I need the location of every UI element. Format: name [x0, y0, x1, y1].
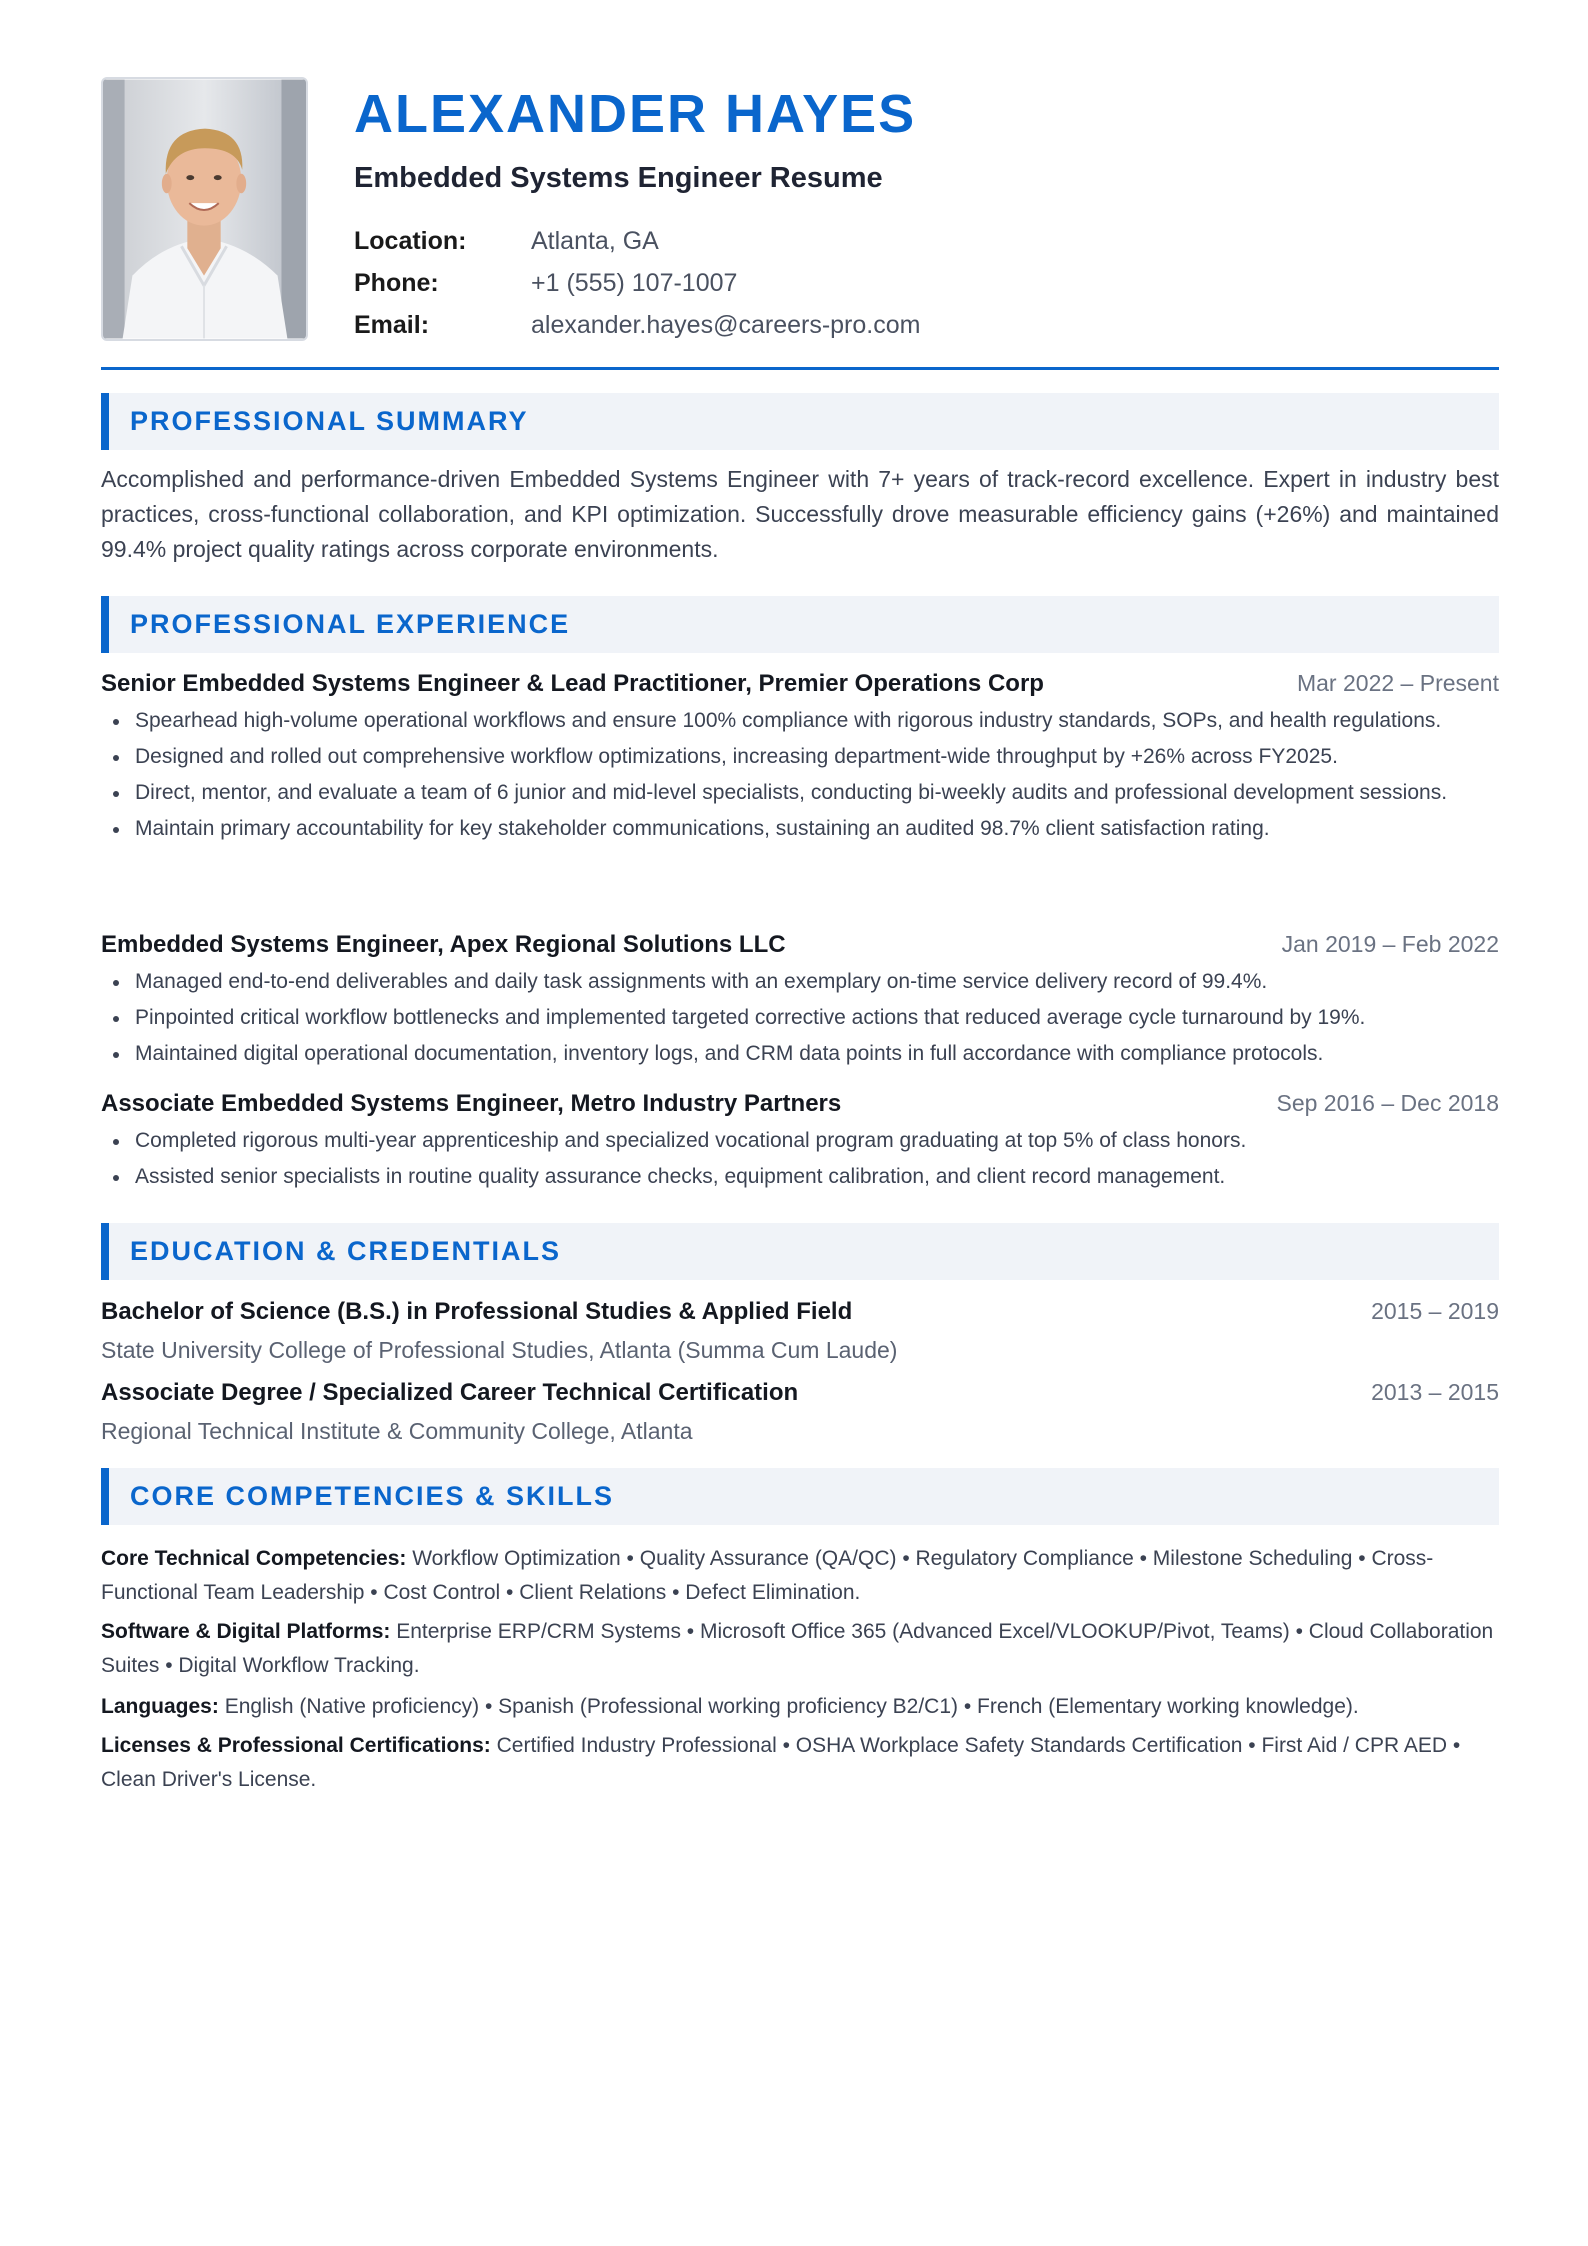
degree-name: Associate Degree / Specialized Career Technical Certification: [101, 1379, 799, 1406]
email-link[interactable]: alexander.hayes@careers-pro.com: [531, 310, 921, 339]
skill-group-label: Languages:: [101, 1695, 219, 1718]
summary-text: Accomplished and performance-driven Embedded Systems Engineer with 7+ years of track-record excellence. Expert in industry best practices, cross-functional collaboration, and KPI optimization. Successfully drove measurable efficiency gains (+26%) and maintained 99.4% project quality ratings across corporate environments.: [101, 466, 1499, 562]
list-item: Pinpointed critical workflow bottlenecks and implemented targeted corrective actions that reduced average cycle turnaround by 19%.: [101, 1002, 1499, 1034]
skill-group-core: [101, 1542, 1499, 1610]
skill-group-languages: [101, 1690, 1499, 1724]
education-header: [101, 1298, 1499, 1333]
header-divider: [101, 367, 1499, 370]
portrait-image: [103, 79, 306, 339]
list-item: Completed rigorous multi-year apprenticeship and specialized vocational program graduating at top 5% of class honors.: [101, 1125, 1499, 1157]
list-item: Assisted senior specialists in routine quality assurance checks, equipment calibration, and client record management.: [101, 1161, 1499, 1193]
contact-row-email: [354, 304, 920, 346]
location-value: Atlanta, GA: [531, 226, 659, 255]
skill-group-text: Certified Industry Professional • OSHA Workplace Safety Standards Certification • First Aid / CPR AED • Clean Driver's License.: [101, 1734, 1461, 1791]
skill-group-text: English (Native proficiency) • Spanish (Professional working proficiency B2/C1) • French (Elementary working knowledge).: [218, 1695, 1359, 1718]
skill-group-text: Workflow Optimization • Quality Assurance (QA/QC) • Regulatory Compliance • Milestone Scheduling • Cross-Functional Team Leadership • Cost Control • Client Relations • Defect Elimination.: [101, 1547, 1434, 1604]
experience-heading-text: PROFESSIONAL EXPERIENCE: [130, 609, 571, 639]
degree-name: Bachelor of Science (B.S.) in Professional Studies & Applied Field: [101, 1298, 853, 1325]
job-entry-2: [101, 931, 1499, 1074]
skills-heading-text: CORE COMPETENCIES & SKILLS: [130, 1481, 615, 1511]
job-header: [101, 931, 1499, 966]
contact-row-location: [354, 220, 920, 262]
education-header: [101, 1379, 1499, 1414]
education-entry-1: [101, 1298, 1499, 1367]
education-heading-text: EDUCATION & CREDENTIALS: [130, 1236, 562, 1266]
skill-group-licenses: [101, 1729, 1499, 1797]
job-dates: Sep 2016 – Dec 2018: [1276, 1090, 1499, 1116]
skill-group-text: Enterprise ERP/CRM Systems • Microsoft Office 365 (Advanced Excel/VLOOKUP/Pivot, Teams) • Cloud Collaboration Suites • Digital Workflow Tracking.: [101, 1620, 1494, 1677]
job-title: Senior Embedded Systems Engineer & Lead Practitioner, Premier Operations Corp: [101, 670, 1044, 697]
job-title: Associate Embedded Systems Engineer, Metro Industry Partners: [101, 1090, 842, 1117]
location-label: Location:: [354, 226, 467, 255]
skill-group-label: Software & Digital Platforms:: [101, 1620, 391, 1643]
phone-label: Phone:: [354, 268, 439, 297]
job-header: [101, 1090, 1499, 1125]
list-item: Managed end-to-end deliverables and daily task assignments with an exemplary on-time service delivery record of 99.4%.: [101, 966, 1499, 998]
school-name: State University College of Professional Studies, Atlanta (Summa Cum Laude): [101, 1337, 898, 1363]
skill-group-label: Licenses & Professional Certifications:: [101, 1734, 491, 1757]
job-entry-3: [101, 1090, 1499, 1197]
job-header: [101, 670, 1499, 705]
job-entry-1: [101, 670, 1499, 849]
section-heading-summary: [101, 393, 1499, 450]
list-item: Maintained digital operational documentation, inventory logs, and CRM data points in full accordance with compliance protocols.: [101, 1038, 1499, 1070]
education-entry-2: [101, 1379, 1499, 1448]
job-dates: Mar 2022 – Present: [1296, 670, 1499, 696]
resume-content: [101, 77, 1499, 1791]
job-title: Embedded Systems Engineer, Apex Regional Solutions LLC: [101, 931, 786, 958]
email-label: Email:: [354, 310, 430, 339]
job-bullets: [101, 705, 1499, 845]
section-heading-education: [101, 1223, 1499, 1280]
job-dates: Jan 2019 – Feb 2022: [1281, 931, 1499, 957]
list-item: Direct, mentor, and evaluate a team of 6 junior and mid-level specialists, conducting bi-weekly audits and professional development sessions.: [101, 777, 1499, 809]
skill-group-label: Core Technical Competencies:: [101, 1547, 407, 1570]
summary-heading-text: PROFESSIONAL SUMMARY: [130, 406, 529, 436]
list-item: Maintain primary accountability for key stakeholder communications, sustaining an audited 98.7% client satisfaction rating.: [101, 813, 1499, 845]
section-heading-skills: [101, 1468, 1499, 1525]
contact-list: [354, 220, 920, 346]
section-heading-experience: [101, 596, 1499, 653]
candidate-name: ALEXANDER HAYES: [354, 84, 917, 144]
education-dates: 2013 – 2015: [1371, 1379, 1499, 1405]
list-item: Designed and rolled out comprehensive workflow optimizations, increasing department-wide throughput by +26% across FY2025.: [101, 741, 1499, 773]
school-name: Regional Technical Institute & Community College, Atlanta: [101, 1418, 693, 1444]
education-dates: 2015 – 2019: [1371, 1298, 1499, 1324]
phone-value[interactable]: +1 (555) 107-1007: [531, 268, 738, 297]
skill-group-software: [101, 1615, 1499, 1683]
job-bullets: [101, 966, 1499, 1070]
contact-row-phone: [354, 262, 920, 304]
document-title: Embedded Systems Engineer Resume: [354, 162, 883, 194]
resume-header: [101, 77, 1499, 344]
profile-photo: [101, 77, 308, 341]
list-item: Spearhead high-volume operational workflows and ensure 100% compliance with rigorous industry standards, SOPs, and health regulations.: [101, 705, 1499, 737]
job-bullets: [101, 1125, 1499, 1193]
